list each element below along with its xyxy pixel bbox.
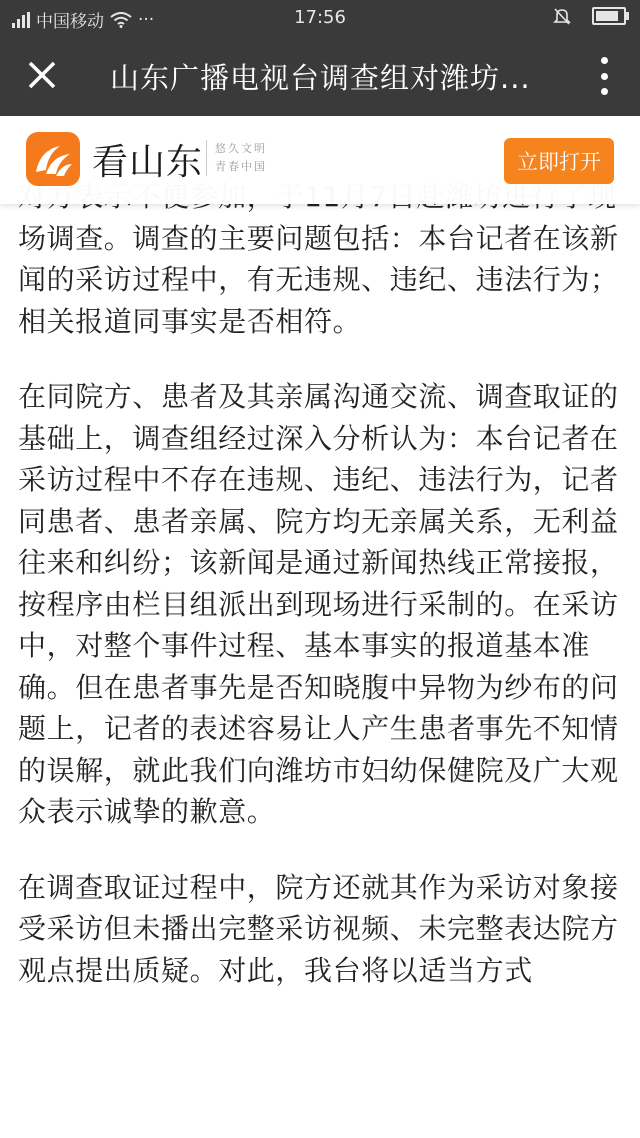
app-logo-icon: [26, 132, 80, 186]
status-time: 17:56: [294, 7, 346, 28]
article-paragraph: 场调查。调查的主要问题包括：本台记者在该新闻的采访过程中，有无违规、违纪、违法行为；相关报道同事实是否相符。: [18, 221, 619, 338]
status-right: [552, 6, 626, 26]
muted-bell-icon: [552, 6, 572, 26]
carrier-label: 中国移动: [36, 12, 104, 32]
article-body: [18, 176, 628, 1025]
article-paragraph: 在同院方、患者及其亲属沟通交流、调查取证的基础上，调查组经过深入分析认为：本台记者在采访过程中不存在违规、违纪、违法行为，记者同患者、患者亲属、院方均无亲属关系，无利益往来和纠纷；该新闻是通过新闻热线正常接报，按程序由栏目组派出到现场进行采制的。在采访中，对整个事件过程、基本事实的报道基本准确。但在患者事先是否知晓腹中异物为纱布的问题上，记者的表述容易让人产生患者事先不知情的误解，就此我们向潍坊市妇幼保健院及广大观众表示诚挚的歉意。: [18, 380, 619, 828]
more-notifications-dots: ···: [138, 9, 155, 30]
status-bar: [0, 0, 640, 34]
app-download-banner: [0, 116, 640, 204]
app-slogan: [206, 140, 267, 176]
nav-bar: [0, 34, 640, 116]
slogan-line-2: 青春中国: [215, 160, 267, 173]
battery-icon: [592, 7, 626, 25]
article-paragraph: 在调查取证过程中，院方还就其作为采访对象接受采访但未播出完整采访视频、未完整表达院方观点提出质疑。对此，我台将以适当方式: [18, 870, 619, 987]
slogan-line-1: 悠久文明: [215, 142, 267, 155]
close-icon[interactable]: [18, 51, 66, 99]
app-name: 看山东: [92, 142, 204, 183]
page-title: 山东广播电视台调查组对潍坊...: [110, 61, 531, 95]
more-menu-icon[interactable]: [594, 54, 614, 98]
open-app-button[interactable]: 立即打开: [504, 138, 614, 184]
